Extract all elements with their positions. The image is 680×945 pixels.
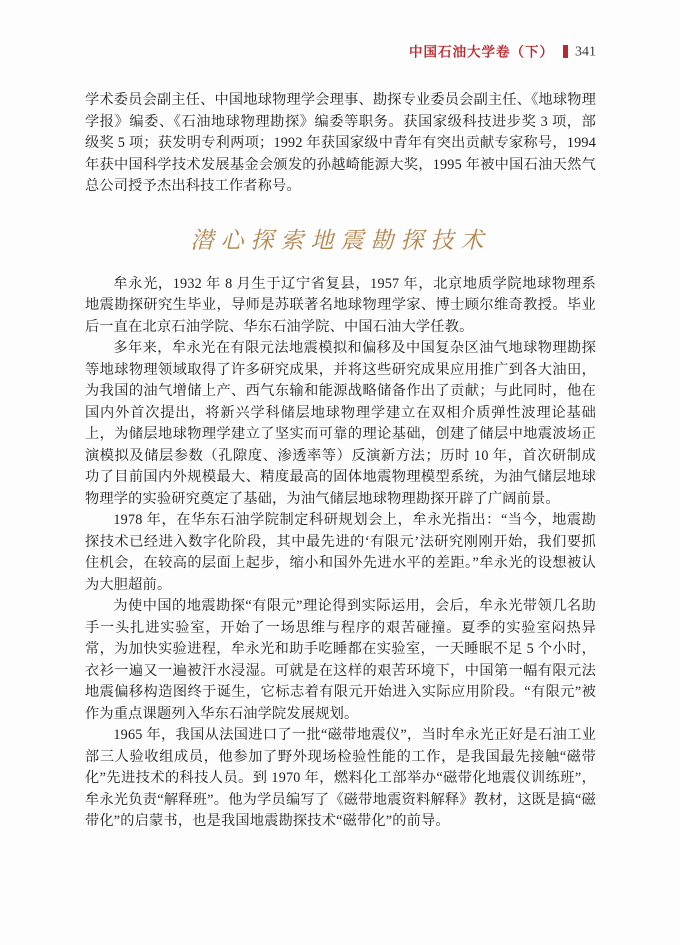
section-title: 潜心探索地震勘探技术: [190, 227, 491, 253]
page-content: [85, 90, 596, 833]
paragraph-continuation: 学术委员会副主任、中国地球物理学会理事、勘探专业委员会副主任、《地球物理学报》编委、《石油地球物理勘探》编委等职务。获国家级科技进步奖 3 项，部级奖 5 项；获发明专利两项；1992 年获国家级中青年有突出贡献专家称号，1994 年获中国科学技术发展基金会颁发的孙越崎能源大奖，1995 年被中国石油天然气总公司授予杰出科技工作者称号。: [85, 92, 596, 194]
paragraph-bio: 牟永光，1932 年 8 月生于辽宁省复县，1957 年，北京地质学院地球物理系地震勘探研究生毕业，导师是苏联著名地球物理学家、博士顾尔维奇教授。毕业后一直在北京石油学院、华东石油学院、中国石油大学任教。: [85, 275, 596, 335]
page-number: 341: [575, 44, 596, 60]
paragraph-1978-plan: 1978 年，在华东石油学院制定科研规划会上，牟永光指出：“当今，地震勘探技术已经进入数字化阶段，其中最先进的‘有限元’法研究刚刚开始，我们要抓住机会，在较高的层面上起步，缩小和国外先进水平的差距。”牟永光的设想被认为大胆超前。: [85, 512, 596, 593]
running-header: [85, 42, 596, 62]
paragraph-1965-seismograph: 1965 年，我国从法国进口了一批“磁带地震仪”，当时牟永光正好是石油工业部三人验收组成员，他参加了野外现场检验性能的工作，是我国最先接触“磁带化”先进技术的科技人员。到 1970 年，燃料化工部举办“磁带化地震仪训练班”，牟永光负责“解释班”。他为学员编写了《磁带地震资料解释》教材，这既是搞“磁带化”的启蒙书，也是我国地震勘探技术“磁带化”的前导。: [85, 727, 596, 829]
header-divider-bar: [563, 45, 568, 58]
paragraph-achievements: 多年来，牟永光在有限元法地震模拟和偏移及中国复杂区油气地球物理勘探等地球物理领域取得了许多研究成果，并将这些研究成果应用推广到各大油田，为我国的油气增储上产、西气东输和能源战略储备作出了贡献；与此同时，他在国内外首次提出，将新兴学科储层地球物理学建立在双相介质弹性波理论基础上，为储层地球物理学建立了坚实而可靠的理论基础，创建了储层中地震波场正演模拟及储层参数（孔隙度、渗透率等）反演新方法；历时 10 年，首次研制成功了目前国内外规模最大、精度最高的固体地震物理模型系统，为油气储层地球物理学的实验研究奠定了基础，为油气储层地球物理勘探开辟了广阔前景。: [85, 340, 596, 507]
paragraph-finite-element-lab: 为使中国的地震勘探“有限元”理论得到实际运用，会后，牟永光带领几名助手一头扎进实验室，开始了一场思维与程序的艰苦碰撞。夏季的实验室闷热异常，为加快实验进程，牟永光和助手吃睡都在实验室，一天睡眠不足 5 个小时，衣衫一遍又一遍被汗水浸湿。可就是在这样的艰苦环境下，中国第一幅有限元法地震偏移构造图终于诞生，它标志着有限元开始进入实际应用阶段。“有限元”被作为重点课题列入华东石油学院发展规划。: [85, 598, 596, 722]
running-head-title: 中国石油大学卷（下）: [409, 44, 554, 60]
